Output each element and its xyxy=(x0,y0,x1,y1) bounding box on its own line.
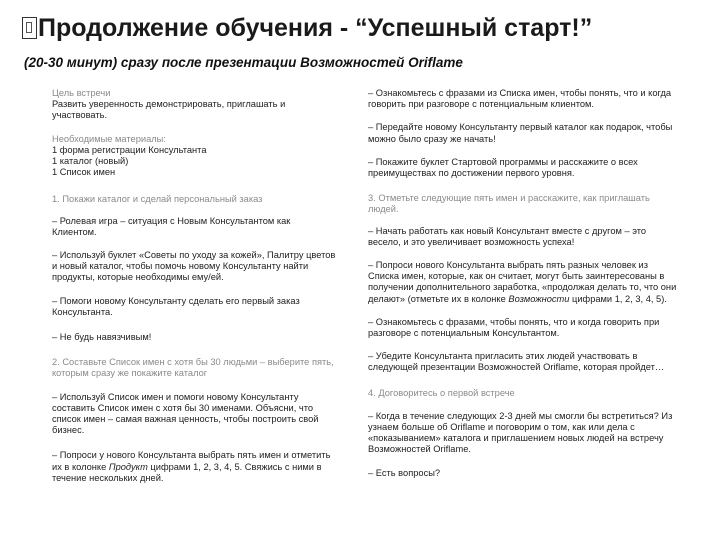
phrases-text-1: – Ознакомьтесь с фразами из Списка имен, чтобы понять, что и когда говорить при разговоре с потенциальным клиентом. xyxy=(368,88,672,110)
right-column xyxy=(368,88,678,479)
five-people-text xyxy=(368,260,678,305)
invite-text: – Убедите Консультанта пригласить этих людей участвовать в следующей презентации Возможностей Oriflame, которая пройдет… xyxy=(368,351,665,373)
materials-item: 1 форма регистрации Консультанта xyxy=(52,144,207,155)
step-4-heading: 4. Договоритесь о первой встрече xyxy=(368,387,515,398)
five-people-part-b: цифрами 1, 2, 3, 4, 5). xyxy=(569,293,667,304)
starter-booklet-text: – Покажите буклет Стартовой программы и расскажите о всех преимуществах по достижении первого уровня. xyxy=(368,156,638,179)
meeting-text: – Когда в течение следующих 2-3 дней мы смогли бы встретиться? Из узнаем больше об Oriflame и поговорим о том, как или дела с «показыванием» каталога и приглашением новых людей на встречу Возможностей Oriflame. xyxy=(368,410,673,455)
five-people-part-a: – Попроси нового Консультанта выбрать пять разных человек из Списка имен, которые, как он считает, могут быть заинтересованы в получении дополнительного заработка, «продолжая делать то, что они делают» (отметьте их в колонке xyxy=(368,260,677,304)
help-order-text: – Помоги новому Консультанту сделать его первый заказ Консультанта. xyxy=(52,295,300,317)
slide-title xyxy=(22,14,712,43)
materials-item: 1 Список имен xyxy=(52,167,116,178)
goal-label: Цель встречи xyxy=(52,88,111,98)
missing-glyph-icon xyxy=(22,17,37,39)
namelist-text: – Используй Список имен и помоги новому Консультанту составить Список имен с хотя бы 30 именами. Объясни, что список имен – самая важная ценность, чтобы построить свой бизнес. xyxy=(52,391,319,436)
slide-title-text: Продолжение обучения - “Успешный старт!” xyxy=(38,14,593,42)
product-column-name: Продукт xyxy=(108,461,148,472)
phrases-text-2: – Ознакомьтесь с фразами, чтобы понять, что и когда говорить при разговоре с потенциальным Консультантом. xyxy=(368,316,660,339)
start-work-text: – Начать работать как новый Консультант вместе с другом – это весело, и это увеличивает возможность успеха! xyxy=(368,225,647,247)
booklet-text: – Используй буклет «Советы по уходу за кожей», Палитру цветов и новый каталог, чтобы помочь новому Консультанту найти продукты, которые необходимы ему/ей. xyxy=(52,250,336,283)
slide-subtitle: (20-30 минут) сразу после презентации Возможностей Oriflame xyxy=(24,55,463,70)
five-names-part-b: цифрами 1, 2, 3, 4, 5. Свяжись с ними в течение нескольких дней. xyxy=(52,461,322,483)
five-names-part-a: – Попроси у нового Консультанта выбрать пять имен и отметить их в колонке xyxy=(52,450,331,472)
materials-item: 1 каталог (новый) xyxy=(52,156,129,167)
questions-text: – Есть вопросы? xyxy=(368,467,441,478)
left-column xyxy=(52,88,337,484)
no-pressure-text: – Не будь навязчивым! xyxy=(52,332,152,343)
goal-text: Развить уверенность демонстрировать, приглашать и участвовать. xyxy=(52,99,286,121)
roleplay-text: – Ролевая игра – ситуация с Новым Консультантом как Клиентом. xyxy=(52,215,291,237)
opportunity-column-name: Возможности xyxy=(508,293,570,304)
materials-list xyxy=(52,145,337,179)
five-names-text xyxy=(52,450,337,484)
step-2-heading: 2. Составьте Список имен с хотя бы 30 людьми – выберите пять, которым сразу же покажите каталог xyxy=(52,357,334,379)
step-3-heading: 3. Отметьте следующие пять имен и расскажите, как приглашать людей. xyxy=(368,193,650,215)
step-1-heading: 1. Покажи каталог и сделай персональный заказ xyxy=(52,194,263,205)
materials-label: Необходимые материалы: xyxy=(52,133,166,144)
first-catalog-text: – Передайте новому Консультанту первый каталог как подарок, чтобы можно было сразу же начать! xyxy=(368,122,673,144)
